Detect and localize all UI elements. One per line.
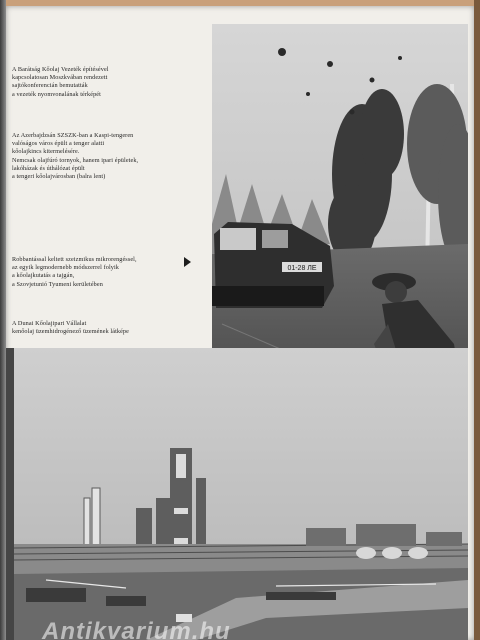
caption-danube-refinery: A Dunai Kőolajipari Vállalat kenőolaj üzemhidrogénező üzemének látképe xyxy=(12,320,129,336)
caption-seismic-exploration: Robbantással keltett szeizmikus mikrorengéssel, az egyik legmodernebb módszerrel folyik a kőolajkutatás a tajgán, a Szovjetunió Tyumeni kerületében xyxy=(12,256,137,288)
watermark-text: Antikvarium.hu xyxy=(42,618,231,640)
page-right-edge xyxy=(474,0,480,640)
caption-caspian-city: Az Azerbajdzsán SZSZK-ban a Kaspi-tengeren valóságos város épült a tenger alatti kőolajkincs kitermelésére. Nemcsak olajfúró tornyok, hanem ipari épületek, lakóházak és úthálózat épült a tengeri kőolajvárosban (balra lent) xyxy=(12,132,139,181)
caption-pipeline-map: A Barátság Kőolaj Vezeték építésével kapcsolatosan Moszkvában rendezett sajtókonferencián bemutatták a vezeték nyomvonalának térképét xyxy=(12,66,109,98)
right-triangle-icon xyxy=(184,257,191,267)
photo-refinery xyxy=(6,348,468,640)
vehicle-plate: 01-28 ЛЕ xyxy=(287,265,317,272)
